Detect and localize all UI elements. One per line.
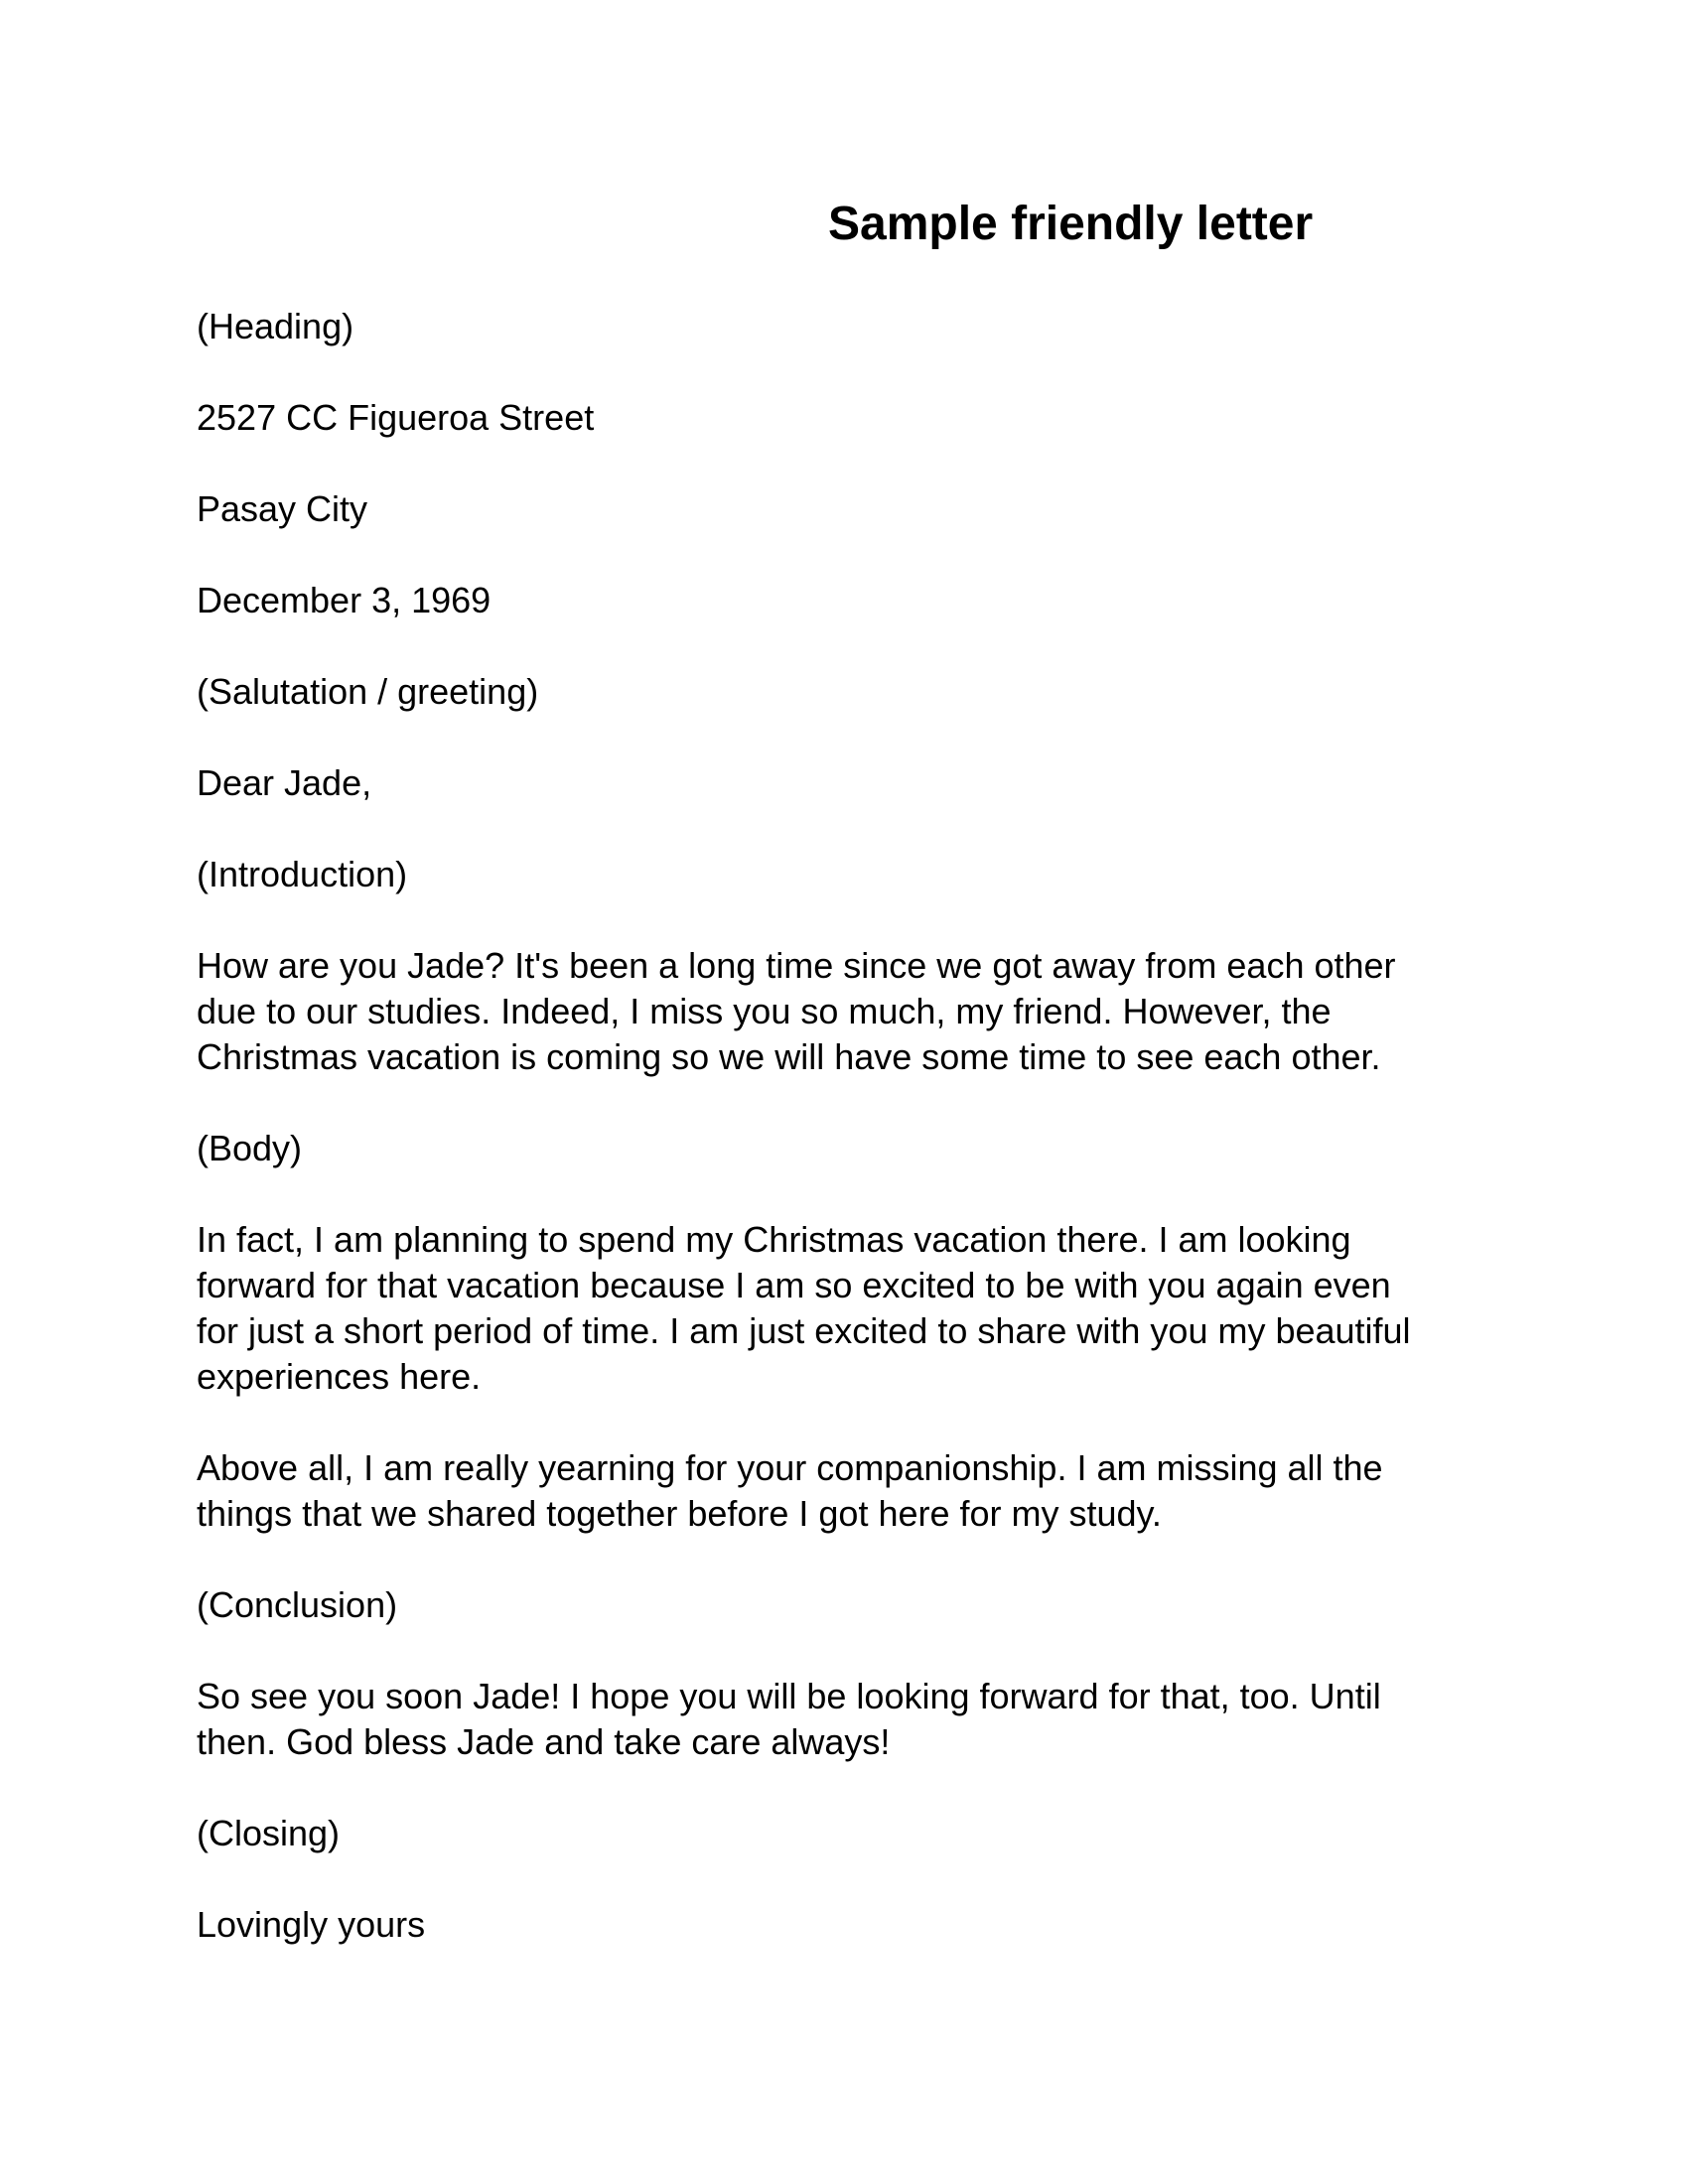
introduction-line: How are you Jade? It's been a long time since we got away from each other [197,945,1396,986]
letter-date: December 3, 1969 [197,580,492,620]
introduction-line: Christmas vacation is coming so we will have some time to see each other. [197,1036,1381,1077]
introduction-label: (Introduction) [197,854,408,894]
salutation-label: (Salutation / greeting) [197,671,539,712]
page-title: Sample friendly letter [828,198,1314,250]
body-label: (Body) [197,1128,303,1168]
conclusion-label: (Conclusion) [197,1584,398,1625]
address-line-2: Pasay City [197,488,368,529]
salutation-text: Dear Jade, [197,762,372,803]
heading-label: (Heading) [197,306,354,346]
body-line: experiences here. [197,1356,482,1397]
body-line: In fact, I am planning to spend my Christmas vacation there. I am looking [197,1219,1351,1260]
conclusion-line: then. God bless Jade and take care always! [197,1721,891,1762]
body-line: Above all, I am really yearning for your companionship. I am missing all the [197,1447,1383,1488]
conclusion-line: So see you soon Jade! I hope you will be looking forward for that, too. Until [197,1676,1381,1716]
body-line: for just a short period of time. I am just excited to share with you my beautiful [197,1310,1411,1351]
body-line: forward for that vacation because I am so excited to be with you again even [197,1265,1391,1305]
introduction-line: due to our studies. Indeed, I miss you so much, my friend. However, the [197,991,1332,1031]
closing-text: Lovingly yours [197,1904,426,1945]
address-line-1: 2527 CC Figueroa Street [197,397,595,438]
closing-label: (Closing) [197,1813,341,1853]
body-line: things that we shared together before I got here for my study. [197,1493,1162,1534]
